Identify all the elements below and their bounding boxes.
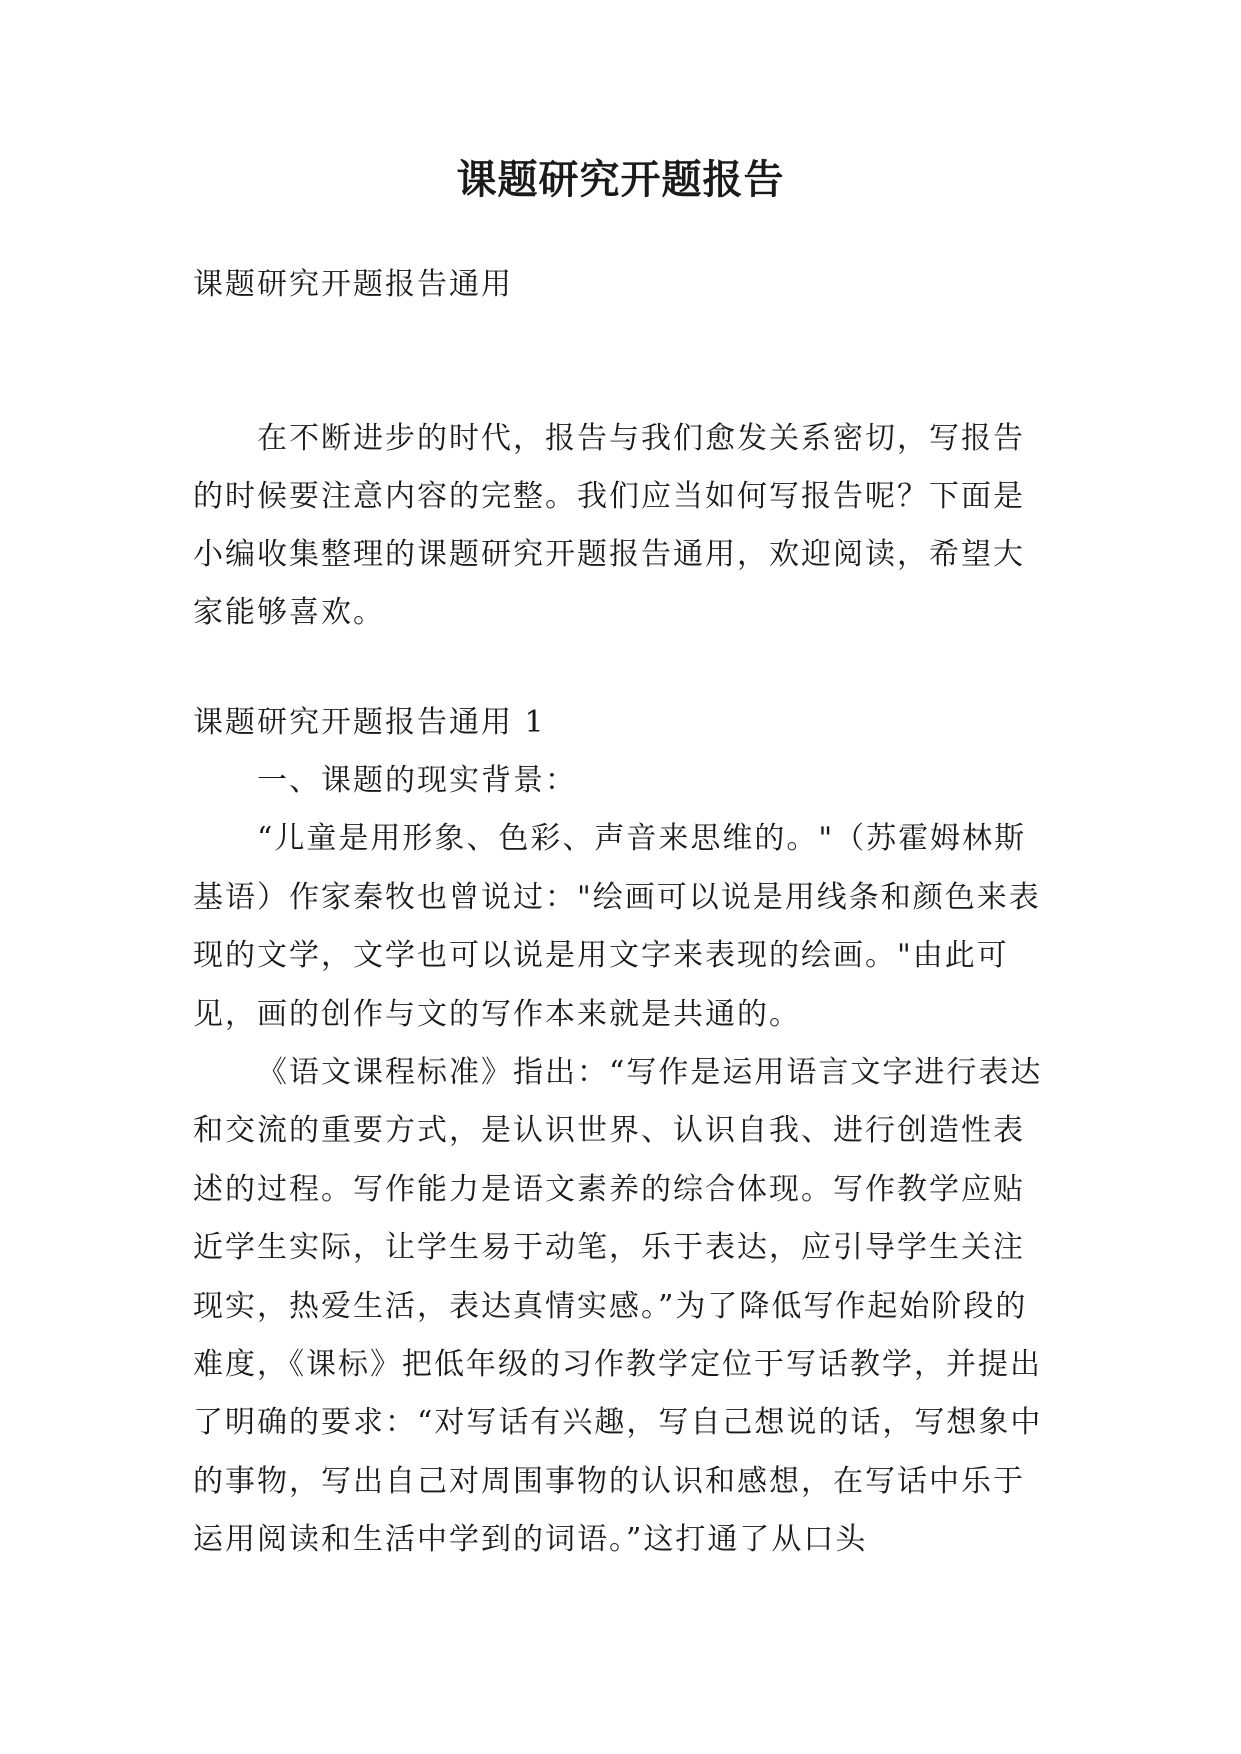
section-heading: 课题研究开题报告通用 1 [193, 705, 546, 740]
body-paragraph-curriculum: 《语文课程标准》指出：“写作是运用语言文字进行表达和交流的重要方式，是认识世界、认识自我、进行创造性表述的过程。写作能力是语文素养的综合体现。写作教学应贴近学生实际，让学生易于动笔，乐于表达，应引导学生关注现实，热爱生活，表达真情实感。”为了降低写作起始阶段的难度，《课标》把低年级的习作教学定位于写话教学，并提出了明确的要求：“对写话有兴趣，写自己想说的话，写想象中的事物，写出自己对周围事物的认识和感想，在写话中乐于运用阅读和生活中学到的词语。”这打通了从口头 [193, 1055, 1043, 1558]
document-title: 课题研究开题报告 [456, 157, 785, 203]
section-body [193, 752, 1053, 1570]
document-subtitle: 课题研究开题报告通用 [193, 267, 513, 302]
body-paragraph-background-heading: 一、课题的现实背景： [257, 763, 577, 798]
body-paragraph-quote: “儿童是用形象、色彩、声音来思维的。"（苏霍姆林斯基语）作家秦牧也曾说过："绘画可以说是用线条和颜色来表现的文学，文学也可以说是用文字来表现的绘画。"由此可见，画的创作与文的写作本来就是共通的。 [193, 821, 1041, 1032]
intro-paragraph: 在不断进步的时代，报告与我们愈发关系密切，写报告的时候要注意内容的完整。我们应当如何写报告呢？下面是小编收集整理的课题研究开题报告通用，欢迎阅读，希望大家能够喜欢。 [193, 421, 1025, 630]
